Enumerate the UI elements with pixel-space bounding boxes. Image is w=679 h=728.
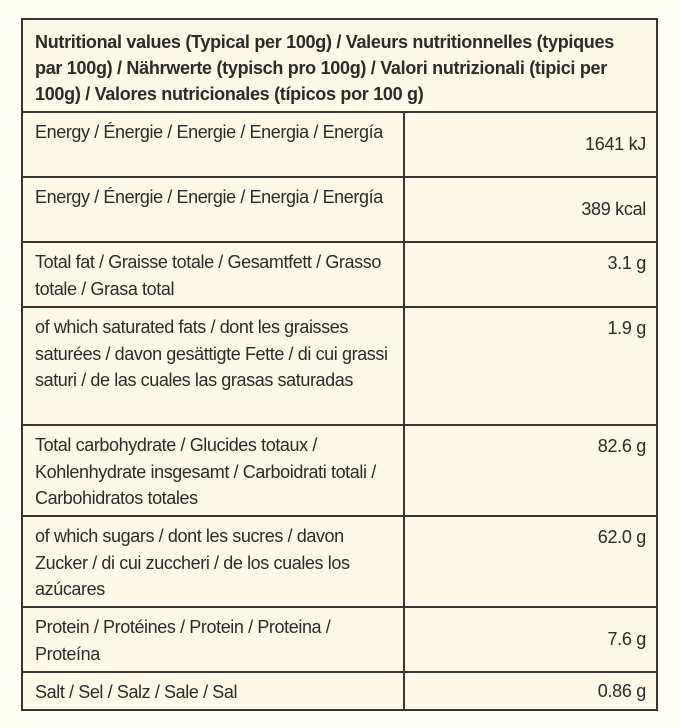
row-label: of which saturated fats / dont les graisses saturées / davon gesättigte Fette / di cui grassi saturi / de las cuales las grasas saturadas — [23, 308, 405, 424]
table-header: Nutritional values (Typical per 100g) / Valeurs nutritionnelles (typiques par 100g) / Nährwerte (typisch pro 100g) / Valori nutrizionali (tipici per 100g) / Valores nutricionales (típicos por 100 g) — [23, 20, 656, 113]
table-row-sugars — [23, 517, 656, 608]
row-label: Energy / Énergie / Energie / Energia / Energía — [23, 113, 405, 176]
table-row-energy-kcal — [23, 178, 656, 243]
row-value: 0.86 g — [597, 680, 646, 701]
row-value: 1.9 g — [607, 318, 646, 338]
row-label: Energy / Énergie / Energie / Energia / Energía — [23, 178, 405, 241]
row-value: 7.6 g — [607, 629, 646, 649]
row-label: Total carbohydrate / Glucides totaux / Kohlenhydrate insgesamt / Carboidrati totali / Carbohidratos totales — [23, 426, 405, 515]
table-row-protein — [23, 608, 656, 673]
table-row-energy-kj — [23, 113, 656, 178]
table-row-total-fat — [23, 243, 656, 308]
table-row-saturated-fats — [23, 308, 656, 426]
row-label: Total fat / Graisse totale / Gesamtfett / Grasso totale / Grasa total — [23, 243, 405, 306]
row-value: 1641 kJ — [585, 134, 646, 154]
table-row-total-carbohydrate — [23, 426, 656, 517]
row-label: of which sugars / dont les sucres / davon Zucker / di cui zuccheri / de los cuales los azúcares — [23, 517, 405, 606]
row-value: 62.0 g — [597, 527, 646, 547]
row-label: Protein / Protéines / Protein / Proteina / Proteína — [23, 608, 405, 671]
row-value: 3.1 g — [607, 253, 646, 273]
row-value: 82.6 g — [597, 436, 646, 456]
row-label: Salt / Sel / Salz / Sale / Sal — [23, 673, 405, 709]
table-row-salt — [23, 673, 656, 709]
nutrition-table — [21, 18, 658, 711]
row-value: 389 kcal — [581, 199, 646, 219]
